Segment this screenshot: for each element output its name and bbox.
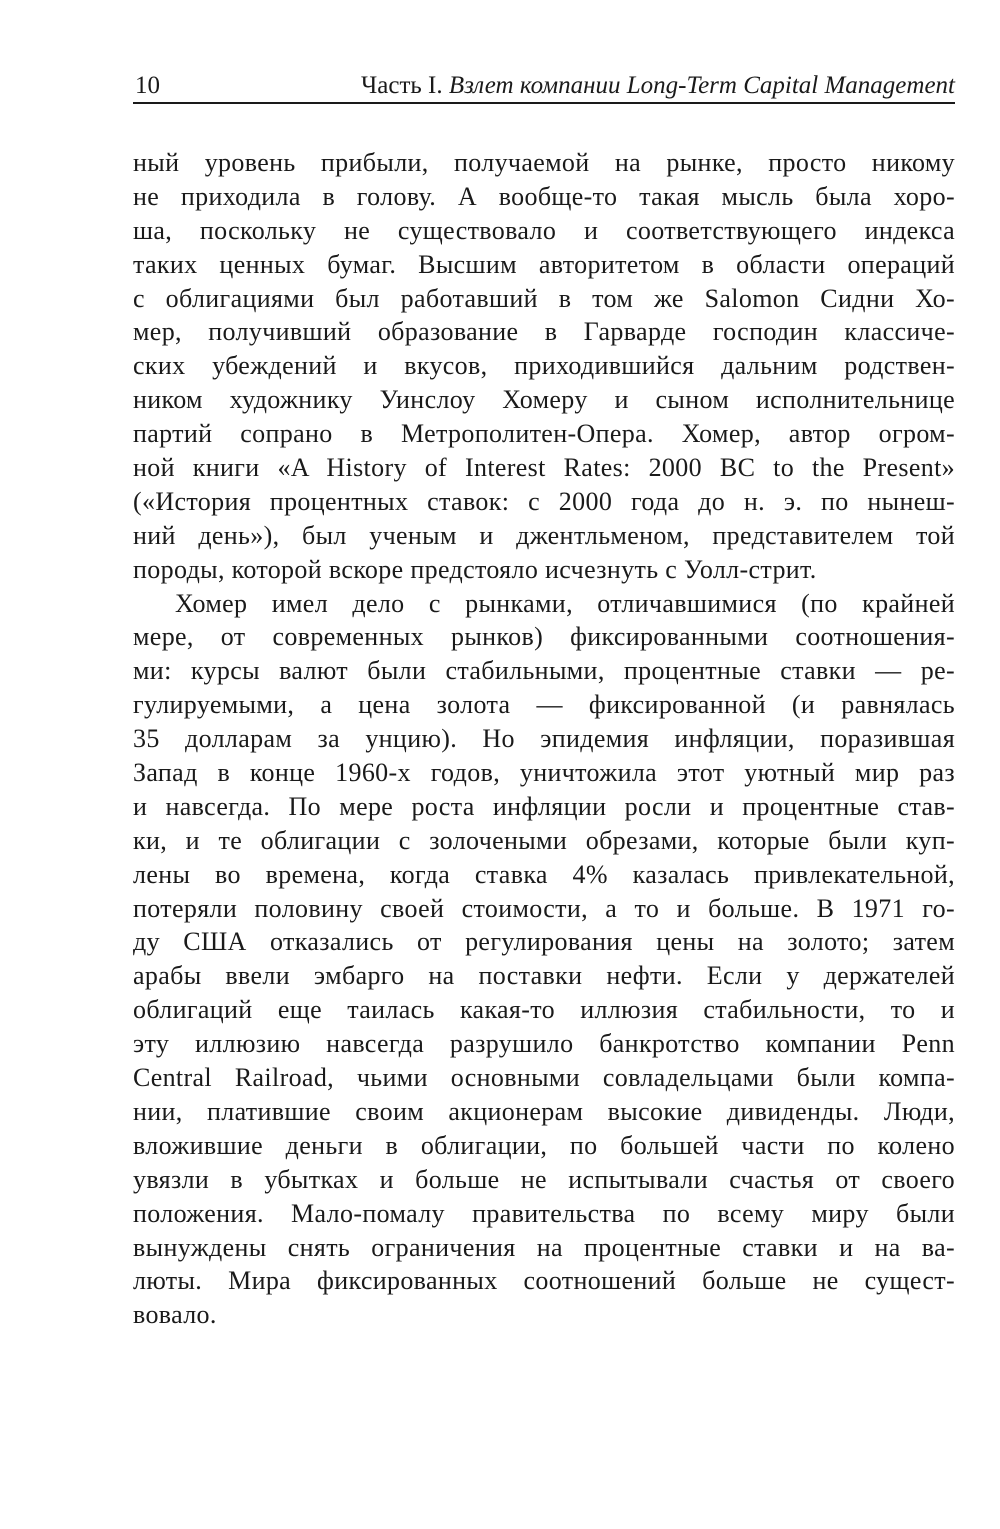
text-line: таких ценных бумаг. Высшим авторитетом в области операций xyxy=(133,249,955,279)
part-label: Часть I. xyxy=(361,72,443,99)
paragraph-2 xyxy=(133,587,955,1333)
text-line: ной книги «A History of Interest Rates: 2000 BC to the Present» xyxy=(133,453,955,483)
text-line: положения. Мало-помалу правительства по всему миру были xyxy=(133,1198,955,1228)
text-line: ша, поскольку не существовало и соответствующего индекса xyxy=(133,215,955,245)
text-line: вовало. xyxy=(133,1300,217,1330)
text-line: ских убеждений и вкусов, приходившийся дальним родствен- xyxy=(133,351,955,381)
text-line: партий сопрано в Метрополитен-Опера. Хомер, автор огром- xyxy=(133,419,955,449)
text-line: облигаций еще таилась какая-то иллюзия стабильности, то и xyxy=(133,995,955,1025)
text-line: мере, от современных рынков) фиксированными соотношения- xyxy=(133,622,955,652)
text-line: вынуждены снять ограничения на процентные ставки и на ва- xyxy=(133,1232,955,1262)
text-line: Запад в конце 1960-х годов, уничтожила этот уютный мир раз xyxy=(133,758,955,788)
page-number: 10 xyxy=(135,72,160,99)
text-line: ний день»), был ученым и джентльменом, представителем той xyxy=(133,520,955,550)
running-head xyxy=(133,70,955,104)
body-text xyxy=(133,146,955,1332)
paragraph-1 xyxy=(133,146,955,587)
text-line: ником художнику Уинслоу Хомеру и сыном исполнительнице xyxy=(133,385,955,415)
text-line: с облигациями был работавший в том же Salomon Сидни Хо- xyxy=(133,283,955,313)
text-line: 35 долларам за унцию). Но эпидемия инфляции, поразившая xyxy=(133,724,955,754)
text-line: эту иллюзию навсегда разрушило банкротство компании Penn xyxy=(133,1029,955,1059)
text-line: вложившие деньги в облигации, по большей части по колено xyxy=(133,1130,955,1160)
text-line: ду США отказались от регулирования цены на золото; затем xyxy=(133,927,955,957)
running-title xyxy=(361,70,955,102)
text-line: люты. Мира фиксированных соотношений больше не сущест- xyxy=(133,1266,955,1296)
text-line: гулируемыми, а цена золота — фиксированной (и равнялась xyxy=(133,690,955,720)
text-line: и навсегда. По мере роста инфляции росли и процентные став- xyxy=(133,791,955,821)
text-line: потеряли половину своей стоимости, а то и больше. В 1971 го- xyxy=(133,893,955,923)
text-line: нии, платившие своим акционерам высокие дивиденды. Люди, xyxy=(133,1096,955,1126)
text-line: ми: курсы валют были стабильными, процентные ставки — ре- xyxy=(133,656,955,686)
text-line: ный уровень прибыли, получаемой на рынке, просто никому xyxy=(133,148,955,177)
part-title: Взлет компании Long-Term Capital Management xyxy=(448,72,955,99)
text-line: породы, которой вскоре предстояло исчезнуть с Уолл-стрит. xyxy=(133,554,817,584)
text-line: лены во времена, когда ставка 4% казалась привлекательной, xyxy=(133,859,955,889)
text-line: («История процентных ставок: с 2000 года до н. э. по нынеш- xyxy=(133,486,955,516)
text-line: арабы ввели эмбарго на поставки нефти. Если у держателей xyxy=(133,961,955,991)
text-line: увязли в убытках и больше не испытывали счастья от своего xyxy=(133,1164,955,1194)
text-line: ки, и те облигации с золочеными обрезами, которые были куп- xyxy=(133,825,955,855)
text-line: Хомер имел дело с рынками, отличавшимися (по крайней xyxy=(175,588,955,618)
text-line: мер, получивший образование в Гарварде господин классиче- xyxy=(133,317,955,347)
text-line: не приходила в голову. А вообще-то такая мысль была хоро- xyxy=(133,181,955,211)
text-line: Central Railroad, чьими основными совладельцами были компа- xyxy=(133,1063,955,1093)
